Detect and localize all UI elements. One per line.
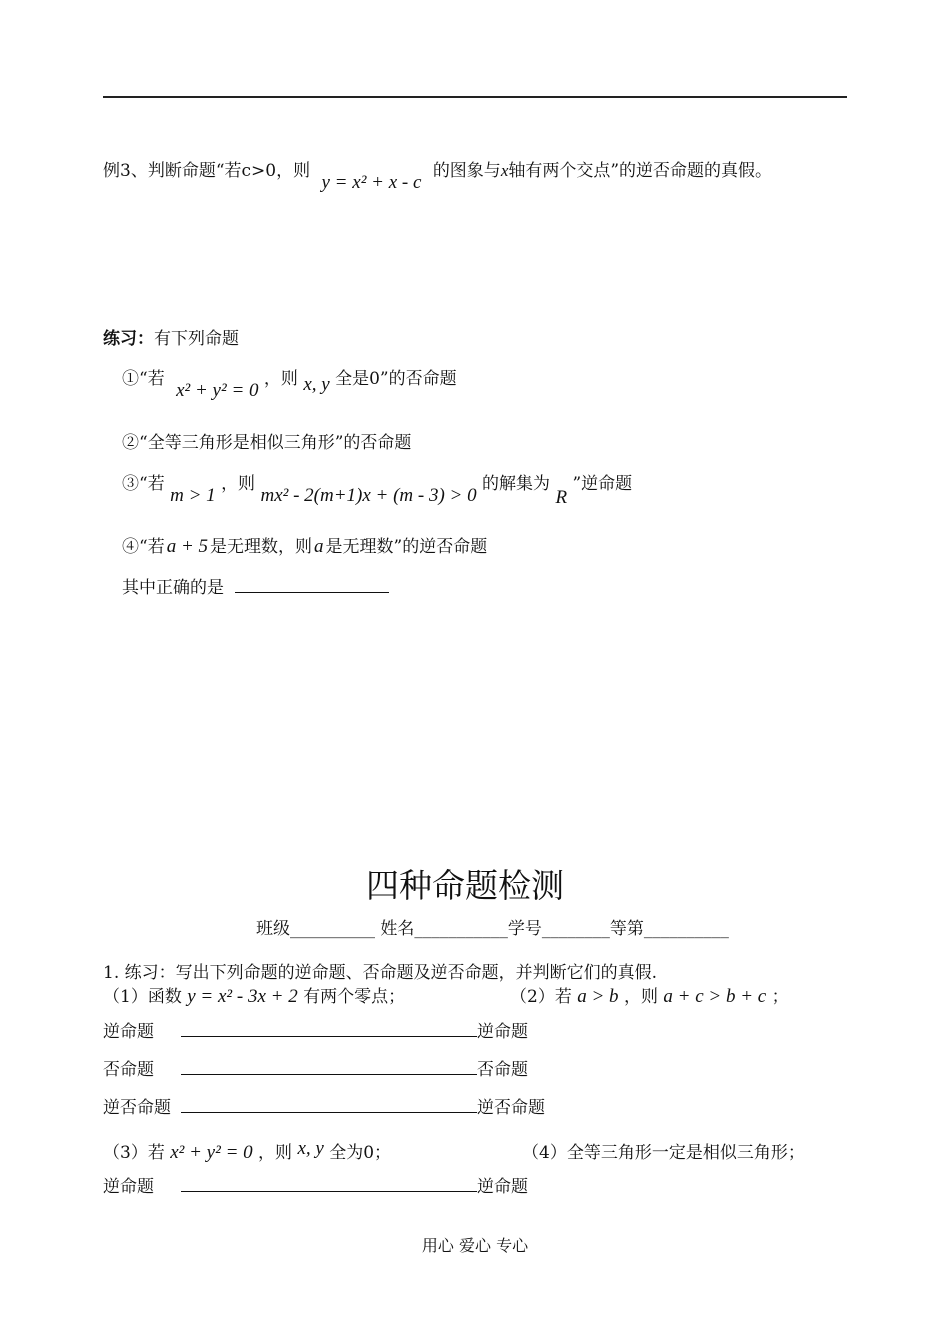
practice-intro: 有下列命题 bbox=[154, 329, 239, 349]
item3-prefix: ③“若 bbox=[122, 474, 165, 494]
example3-prefix: 例3、判断命题“若c>0，则 bbox=[103, 161, 311, 181]
p3-mid: ，则 bbox=[258, 1143, 293, 1163]
p3-prefix: （3）若 bbox=[103, 1143, 165, 1163]
p1-prefix: （1）函数 bbox=[103, 987, 182, 1007]
item4-var: a bbox=[314, 536, 324, 557]
row-blank[interactable] bbox=[181, 1020, 477, 1037]
answer-row bbox=[103, 1175, 528, 1198]
example3-x: x bbox=[500, 161, 509, 180]
answer-blank[interactable] bbox=[235, 576, 389, 593]
practice-item-1 bbox=[122, 368, 457, 401]
practice-heading bbox=[103, 328, 239, 350]
item3-cond: m > 1 bbox=[170, 485, 216, 506]
item1-formula: x² + y² = 0 bbox=[176, 380, 259, 401]
item3-mid: ，则 bbox=[221, 474, 256, 494]
row-left-label: 逆命题 bbox=[103, 1177, 154, 1197]
p2-formula: a + c > b + c bbox=[663, 986, 767, 1007]
answer-row bbox=[103, 1058, 528, 1081]
practice-item-2 bbox=[122, 432, 411, 454]
p1-formula: y = x² - 3x + 2 bbox=[187, 986, 298, 1007]
row-right-label: 否命题 bbox=[477, 1060, 528, 1080]
row-blank[interactable] bbox=[181, 1175, 477, 1192]
problem-1 bbox=[103, 986, 405, 1008]
problem-4: （4）全等三角形一定是相似三角形； bbox=[522, 1143, 805, 1163]
example3-suffix-a: 的图象与 bbox=[432, 161, 501, 181]
example3-suffix-b: 轴有两个交点”的逆否命题的真假。 bbox=[508, 161, 773, 181]
p1-suffix: 有两个零点； bbox=[303, 987, 406, 1007]
item2-text: ②“全等三角形是相似三角形”的否命题 bbox=[122, 433, 412, 453]
item3-set: R bbox=[555, 487, 568, 508]
row-left-label: 逆命题 bbox=[103, 1022, 154, 1042]
p3-formula: x² + y² = 0 bbox=[170, 1142, 253, 1163]
page-footer: 用心 爱心 专心 bbox=[421, 1236, 529, 1255]
p3-suffix: 全为0； bbox=[329, 1143, 392, 1163]
row-right-label: 逆否命题 bbox=[477, 1098, 545, 1118]
item4-suffix: 是无理数”的逆否命题 bbox=[325, 537, 488, 557]
answer-line bbox=[122, 576, 389, 599]
header-rule bbox=[103, 96, 847, 98]
item1-vars: x, y bbox=[303, 374, 330, 395]
practice-item-3 bbox=[122, 473, 633, 508]
test-title: 四种命题检测 bbox=[366, 866, 564, 905]
item4-mid: 是无理数，则 bbox=[210, 537, 313, 557]
row-right-label: 逆命题 bbox=[477, 1177, 528, 1197]
example3-formula: y = x² + x - c bbox=[321, 172, 422, 193]
problem-3 bbox=[103, 1138, 392, 1164]
item3-suffix: ”逆命题 bbox=[572, 474, 633, 494]
question-1: 1. 练习：写出下列命题的逆命题、否命题及逆否命题，并判断它们的真假. bbox=[103, 963, 658, 983]
item4-expr: a + 5 bbox=[166, 536, 209, 557]
item4-prefix: ④“若 bbox=[122, 537, 165, 557]
p2-cond: a > b bbox=[577, 986, 619, 1007]
item3-formula: mx² - 2(m+1)x + (m - 3) > 0 bbox=[260, 485, 477, 506]
row-blank[interactable] bbox=[181, 1096, 477, 1113]
item1-prefix: ①“若 bbox=[122, 369, 165, 389]
row-left-label: 否命题 bbox=[103, 1060, 154, 1080]
row-right-label: 逆命题 bbox=[477, 1022, 528, 1042]
item1-suffix: 全是0”的否命题 bbox=[335, 369, 457, 389]
problem-2 bbox=[510, 986, 789, 1008]
answer-row bbox=[103, 1096, 545, 1119]
p3-vars: x, y bbox=[297, 1138, 324, 1159]
row-left-label: 逆否命题 bbox=[103, 1098, 171, 1118]
answer-prompt: 其中正确的是 bbox=[122, 578, 224, 598]
p2-prefix: （2）若 bbox=[510, 987, 572, 1007]
test-header-fields: 班级__________ 姓名___________学号________等第__________ bbox=[256, 919, 729, 939]
example3-line bbox=[103, 160, 773, 193]
p2-mid: ，则 bbox=[623, 987, 658, 1007]
answer-row bbox=[103, 1020, 528, 1043]
item3-mid2: 的解集为 bbox=[482, 474, 551, 494]
item1-mid: ，则 bbox=[263, 369, 298, 389]
practice-item-4 bbox=[122, 536, 487, 558]
practice-label: 练习： bbox=[103, 329, 154, 349]
row-blank[interactable] bbox=[181, 1058, 477, 1075]
p2-suffix: ； bbox=[771, 987, 789, 1007]
